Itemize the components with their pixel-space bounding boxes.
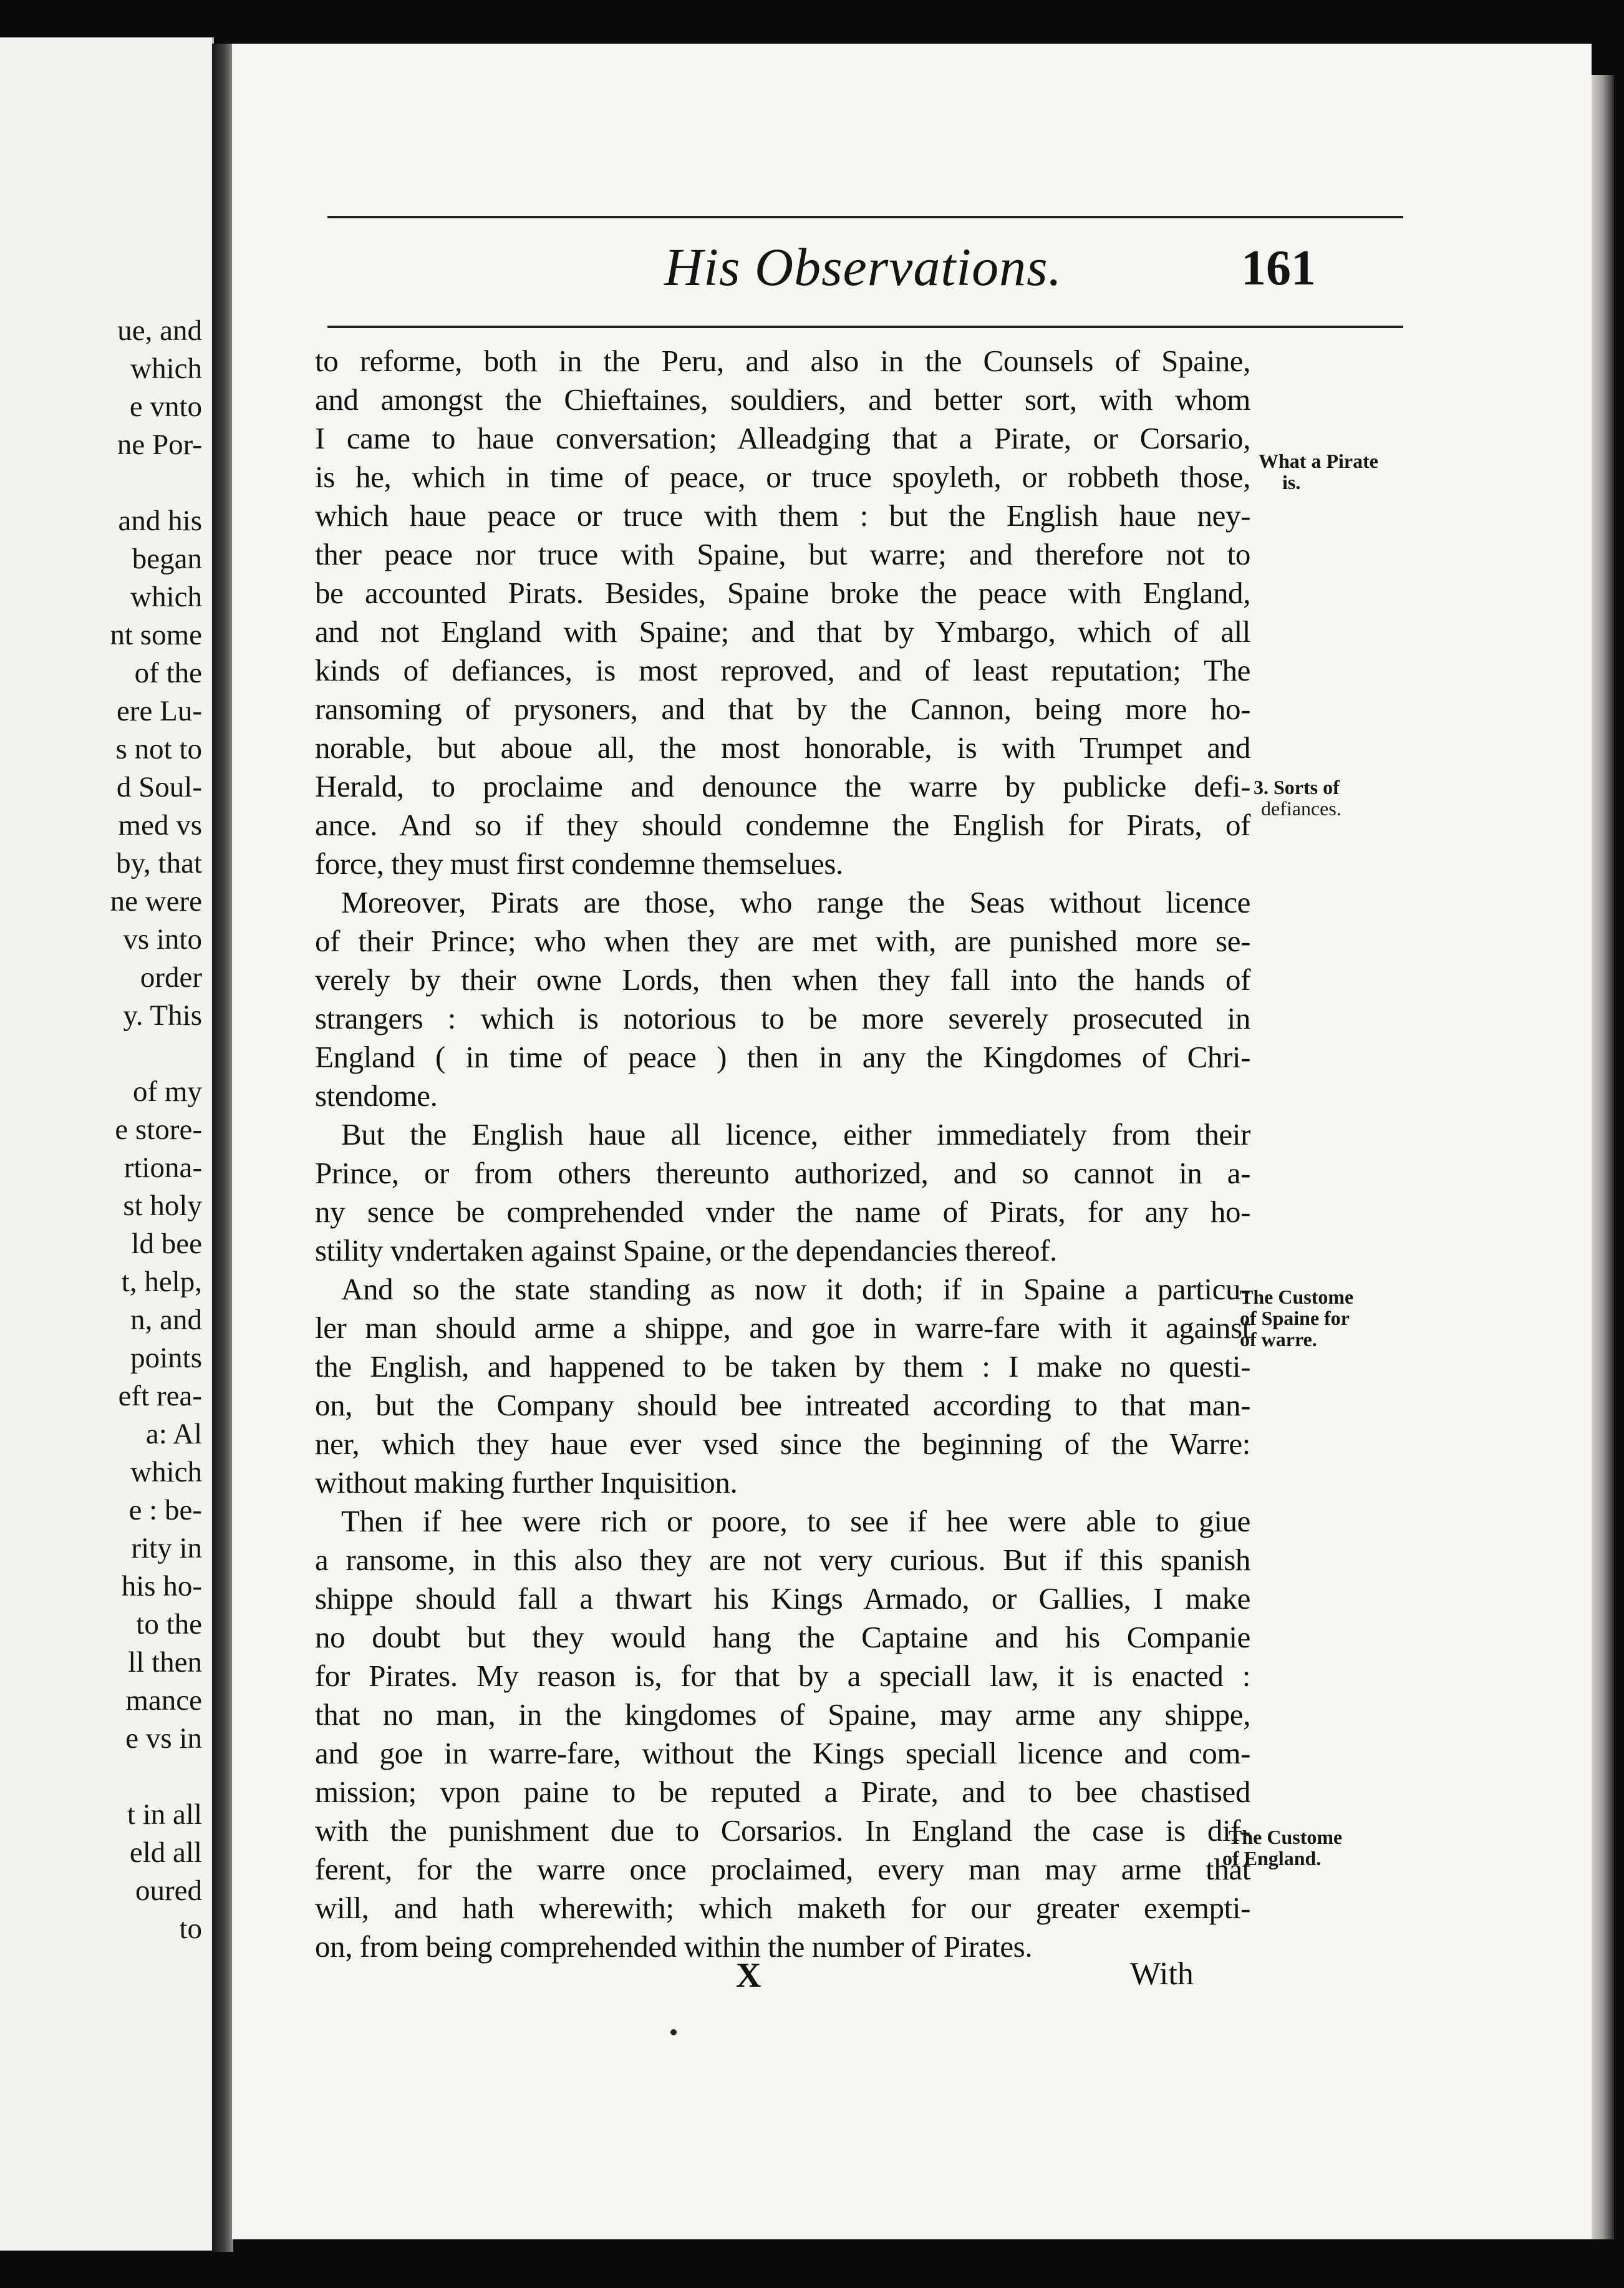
left-page-line: rtiona- — [123, 1151, 202, 1184]
body-line: ny sence be comprehended vnder the name of Pirats, for any ho- — [315, 1195, 1250, 1229]
body-line: be accounted Pirats. Besides, Spaine broke the peace with England, — [315, 576, 1250, 610]
catchword: With — [1130, 1956, 1194, 1992]
left-page-line: d Soul- — [116, 771, 202, 803]
left-page-line: ne were — [110, 885, 202, 918]
left-page-line: by, that — [116, 847, 202, 880]
left-page-line: began — [132, 543, 202, 575]
body-text — [315, 342, 1250, 1966]
body-line: force, they must first condemne themselues. — [315, 846, 843, 881]
left-page-line: e vnto — [129, 390, 202, 423]
left-page-line: eld all — [129, 1836, 202, 1869]
body-line: Prince, or from others thereunto authorized, and so cannot in a- — [315, 1156, 1250, 1190]
body-line: ferent, for the warre once proclaimed, every man may arme that — [315, 1852, 1250, 1886]
left-page-line: points — [130, 1342, 202, 1374]
left-page-line: t, help, — [121, 1266, 202, 1298]
body-line: which haue peace or truce with them : but the English haue ney- — [315, 498, 1250, 533]
left-page-line: of the — [134, 657, 202, 689]
body-line: But the English haue all licence, either immediately from their — [341, 1117, 1250, 1151]
margin-note-line: The Custome — [1229, 1826, 1343, 1848]
left-page-line: to the — [136, 1608, 202, 1641]
body-line: a ransome, in this also they are not very curious. But if this spanish — [315, 1543, 1250, 1577]
left-page-line: which — [130, 1456, 202, 1488]
left-page-line: med vs — [118, 809, 202, 841]
body-line: stendome. — [315, 1079, 438, 1113]
left-page-line: ne Por- — [117, 429, 202, 461]
body-line: no doubt but they would hang the Captaine and his Companie — [315, 1620, 1250, 1654]
gutter-shadow — [212, 44, 233, 2252]
body-line: ance. And so if they should condemne the English for Pirats, of — [315, 808, 1250, 842]
left-page-line: nt some — [110, 619, 202, 651]
body-line: to reforme, both in the Peru, and also in the Counsels of Spaine, — [315, 344, 1250, 378]
body-line: ther peace nor truce with Spaine, but warre; and therefore not to — [315, 537, 1250, 571]
body-line: on, but the Company should bee intreated according to that man- — [315, 1388, 1250, 1422]
left-page-line: and his — [118, 505, 202, 537]
left-page-line: e : be- — [128, 1494, 202, 1526]
left-page-line: of my — [133, 1075, 202, 1108]
body-line: for Pirates. My reason is, for that by a speciall law, it is enacted : — [315, 1659, 1250, 1693]
body-line: norable, but aboue all, the most honorable, is with Trumpet and — [315, 730, 1250, 765]
left-page-line: e vs in — [125, 1722, 202, 1755]
left-page-line: e store- — [115, 1113, 202, 1146]
left-page-line: ere Lu- — [117, 695, 202, 727]
left-page-line: ld bee — [131, 1228, 202, 1260]
margin-note-pirate — [1259, 450, 1378, 493]
body-line: stility vndertaken against Spaine, or the dependancies thereof. — [315, 1233, 1057, 1268]
left-page-line: st holy — [123, 1190, 202, 1222]
body-line: with the punishment due to Corsarios. In England the case is dif- — [315, 1813, 1250, 1848]
running-title: His Observations. — [664, 237, 1063, 297]
left-page-line: which — [130, 581, 202, 613]
body-line: that no man, in the kingdomes of Spaine, may arme any shippe, — [315, 1697, 1250, 1732]
body-line: mission; vpon paine to be reputed a Pirate, and to bee chastised — [315, 1775, 1250, 1809]
left-page-fragment — [0, 37, 214, 2251]
header-rule-bottom — [327, 326, 1403, 328]
page-number: 161 — [1241, 241, 1316, 296]
body-line: and not England with Spaine; and that by Ymbargo, which of all — [315, 614, 1250, 649]
body-line: and goe in warre-fare, without the Kings speciall licence and com- — [315, 1736, 1250, 1770]
body-line: Moreover, Pirats are those, who range the Seas without licence — [341, 885, 1250, 919]
header-rule-top — [327, 216, 1403, 218]
margin-note-line: defiances. — [1261, 797, 1341, 820]
body-line: is he, which in time of peace, or truce spoyleth, or robbeth those, — [315, 460, 1250, 494]
ink-speck — [670, 2029, 677, 2035]
body-line: Herald, to proclaime and denounce the warre by publicke defi- — [315, 769, 1250, 803]
body-line: ner, which they haue ever vsed since the beginning of the Warre: — [315, 1427, 1250, 1461]
body-line: ransoming of prysoners, and that by the Cannon, being more ho- — [315, 692, 1250, 726]
body-line: verely by their owne Lords, then when they fall into the hands of — [315, 962, 1250, 997]
body-line: England ( in time of peace ) then in any the Kingdomes of Chri- — [315, 1040, 1250, 1074]
body-line: Then if hee were rich or poore, to see if hee were able to giue — [341, 1504, 1250, 1538]
body-line: kinds of defiances, is most reproved, and of least reputation; The — [315, 653, 1250, 687]
signature-mark: X — [736, 1956, 761, 1995]
margin-note-line: of Spaine for — [1240, 1307, 1350, 1329]
body-line: without making further Inquisition. — [315, 1465, 738, 1500]
body-line: on, from being comprehended within the number of Pirates. — [315, 1929, 1033, 1964]
body-line: shippe should fall a thwart his Kings Armado, or Gallies, I make — [315, 1581, 1250, 1616]
body-line: I came to haue conversation; Alleadging that a Pirate, or Corsario, — [315, 421, 1250, 455]
margin-note-line: of warre. — [1240, 1328, 1317, 1350]
margin-note-custom-spaine — [1240, 1286, 1353, 1350]
left-page-line: eft rea- — [118, 1380, 202, 1412]
body-line: ler man should arme a shippe, and goe in warre-fare with it against — [315, 1311, 1250, 1345]
body-line: and amongst the Chieftaines, souldiers, and better sort, with whom — [315, 382, 1250, 417]
left-page-line: ue, and — [117, 314, 202, 347]
left-page-line: ll then — [128, 1646, 202, 1679]
left-page-line: t in all — [127, 1798, 202, 1831]
left-page-line: to — [179, 1912, 202, 1945]
page-edge — [1592, 75, 1614, 2239]
left-page-line: his ho- — [121, 1570, 202, 1602]
margin-note-line: The Custome — [1240, 1286, 1354, 1308]
margin-note-custom-england — [1222, 1826, 1342, 1869]
margin-note-line: of England. — [1222, 1847, 1322, 1869]
left-page-line: n, and — [130, 1304, 202, 1336]
left-page-line: which — [130, 352, 202, 385]
left-page-line: rity in — [131, 1532, 202, 1564]
margin-note-defiances — [1254, 777, 1341, 819]
body-line: will, and hath wherewith; which maketh for our greater exempti- — [315, 1891, 1250, 1925]
left-page-line: vs into — [123, 923, 202, 956]
margin-note-line: 3. Sorts of — [1254, 776, 1340, 798]
left-page-line: a: Al — [145, 1418, 202, 1450]
body-line: And so the state standing as now it doth; if in Spaine a particu- — [341, 1272, 1250, 1306]
margin-note-line: What a Pirate — [1259, 450, 1378, 472]
left-page-line: mance — [125, 1684, 202, 1717]
margin-note-line: is. — [1282, 471, 1301, 493]
left-page-line: y. This — [123, 999, 202, 1032]
left-page-line: s not to — [115, 733, 202, 765]
body-line: of their Prince; who when they are met with, are punished more se- — [315, 924, 1250, 958]
left-page-line: order — [140, 961, 202, 994]
left-page-line: oured — [135, 1874, 202, 1907]
body-line: the English, and happened to be taken by them : I make no questi- — [315, 1349, 1250, 1384]
body-line: strangers : which is notorious to be more severely prosecuted in — [315, 1001, 1250, 1035]
